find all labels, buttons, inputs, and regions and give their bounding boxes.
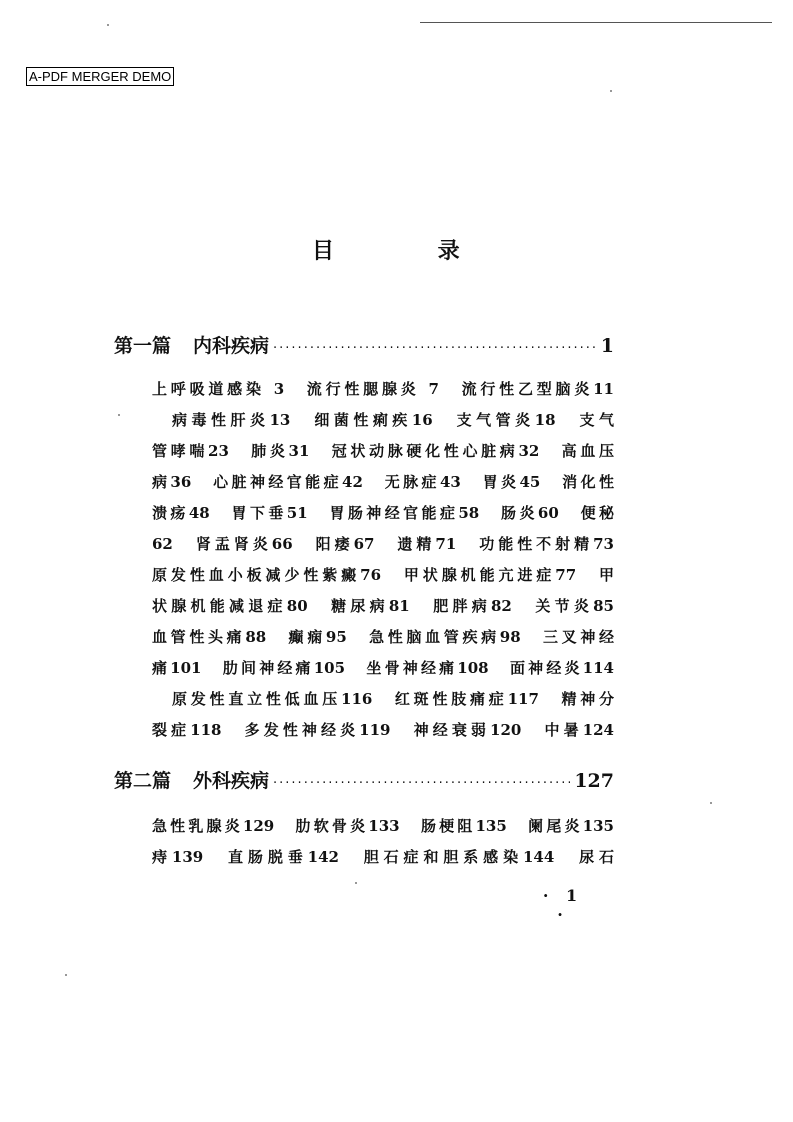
section-page-number: 1 — [600, 335, 614, 357]
entry-line: 溃疡48 胃下垂51 胃肠神经官能症58 肠炎60 便秘 — [152, 504, 614, 522]
scan-speck — [107, 24, 109, 26]
scan-speck — [118, 414, 120, 416]
section-part-label: 第二篇 — [114, 770, 172, 792]
entry-line: 血管性头痛88 癫痫95 急性脑血管疾病98 三叉神经 — [152, 628, 614, 646]
section-entries-surgery — [152, 811, 614, 873]
entry-line: 原发性直立性低血压116 红斑性肢痛症117 精神分 — [172, 690, 614, 708]
dot-leader — [273, 341, 597, 356]
entry-line: 状腺机能减退症80 糖尿病81 肥胖病82 关节炎85 — [152, 597, 614, 615]
page-title: 目 录 — [312, 239, 508, 264]
scan-speck — [710, 802, 712, 804]
section-name: 内科疾病 — [193, 335, 270, 357]
section-entries-internal-medicine — [152, 374, 614, 746]
entry-line: 病毒性肝炎13 细菌性痢疾16 支气管炎18 支气 — [172, 411, 614, 429]
entry-line: 痛101 肋间神经痛105 坐骨神经痛108 面神经炎114 — [152, 659, 614, 677]
section-heading-internal-medicine — [114, 331, 614, 361]
section-heading-surgery — [114, 766, 614, 796]
dot-leader — [273, 776, 570, 791]
entry-line: 原发性血小板减少性紫癜76 甲状腺机能亢进症77 甲 — [152, 566, 614, 584]
entry-line: 急性乳腺炎129 肋软骨炎133 肠梗阻135 阑尾炎135 — [152, 817, 614, 835]
scan-speck — [610, 90, 612, 92]
section-page-number: 127 — [574, 770, 614, 792]
section-name: 外科疾病 — [193, 770, 270, 792]
entry-line: 62 肾盂肾炎66 阳痿67 遗精71 功能性不射精73 — [152, 535, 614, 553]
entry-line: 管哮喘23 肺炎31 冠状动脉硬化性心脏病32 高血压 — [152, 442, 614, 460]
footer-page-number: · 1 · — [542, 886, 584, 924]
watermark-label: A-PDF MERGER DEMO — [26, 67, 174, 86]
entry-line: 上呼吸道感染 3 流行性腮腺炎 7 流行性乙型脑炎11 — [152, 380, 614, 398]
entry-line: 痔139 直肠脱垂142 胆石症和胆系感染144 尿石 — [152, 848, 614, 866]
entry-line: 病36 心脏神经官能症42 无脉症43 胃炎45 消化性 — [152, 473, 614, 491]
section-part-label: 第一篇 — [114, 335, 172, 357]
scan-speck — [355, 882, 357, 884]
entry-line: 裂症118 多发性神经炎119 神经衰弱120 中暑124 — [152, 721, 614, 739]
scan-speck — [65, 974, 67, 976]
top-rule — [420, 22, 772, 23]
